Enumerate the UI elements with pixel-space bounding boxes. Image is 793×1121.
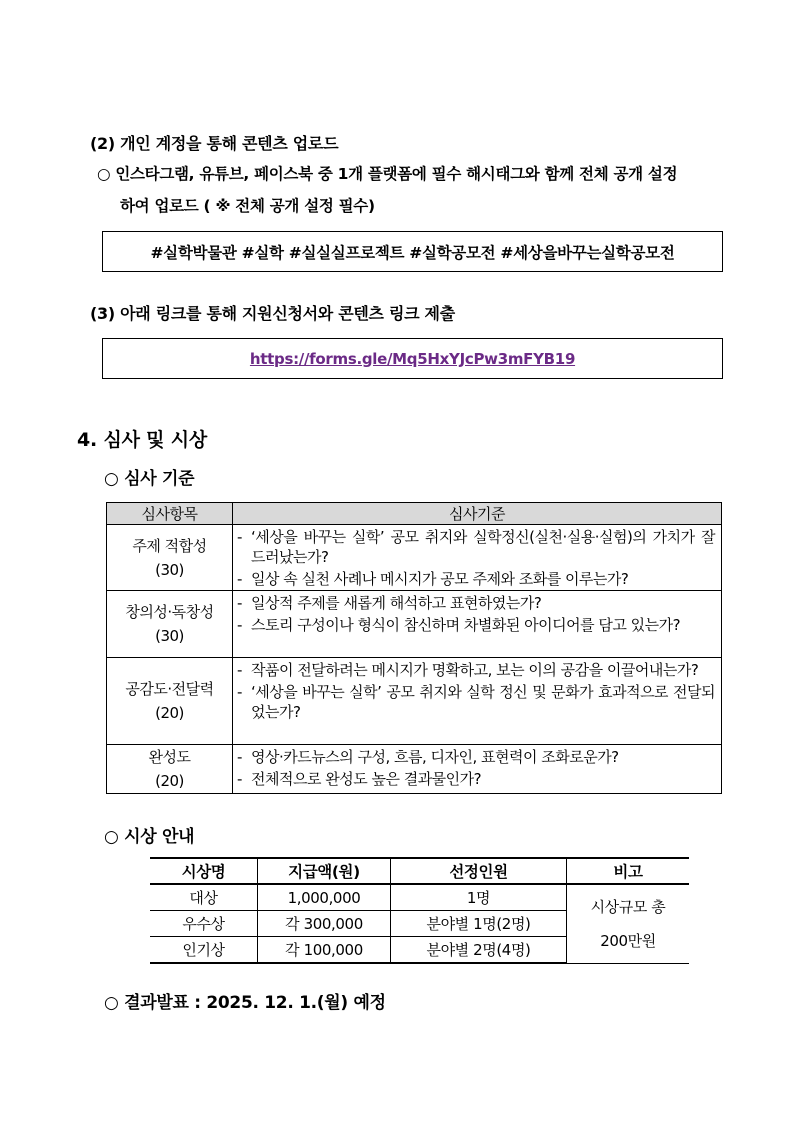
criteria-bullet: - ‘세상을 바꾸는 실학’ 공모 취지와 실학 정신 및 문화가 효과적으로 전달되었는가?: [237, 683, 715, 721]
criteria-text: [233, 591, 722, 658]
prize-amount: 1,000,000: [258, 884, 391, 911]
criteria-bullet: - 영상·카드뉴스의 구성, 흐름, 디자인, 표현력이 조화로운가?: [237, 748, 619, 766]
prize-amount: 각 100,000: [258, 937, 391, 964]
criteria-item-score: (30): [155, 560, 184, 579]
criteria-header-row: [107, 503, 722, 525]
upload-instruction-line1: ○ 인스타그램, 유튜브, 페이스북 중 1개 플랫폼에 필수 해시태그와 함께 전체 공개 설정: [97, 165, 678, 183]
prize-row: [150, 884, 689, 911]
criteria-item-score: (20): [155, 704, 184, 722]
criteria-item-name: 완성도: [148, 748, 191, 766]
criteria-item: [107, 745, 233, 794]
upload-heading: (2) 개인 계정을 통해 콘텐츠 업로드: [90, 134, 339, 153]
criteria-bullet: - 스토리 구성이나 형식이 참신하며 차별화된 아이디어를 담고 있는가?: [237, 616, 681, 634]
criteria-text: [233, 525, 722, 591]
criteria-header-standard: 심사기준: [233, 503, 722, 525]
prize-name: 인기상: [150, 937, 258, 964]
criteria-item-name: 주제 적합성: [132, 536, 207, 555]
criteria-bullet: - 전체적으로 완성도 높은 결과물인가?: [237, 770, 482, 788]
prize-count: 1명: [391, 884, 567, 911]
section-title: 4. 심사 및 시상: [77, 429, 208, 451]
criteria-row: [107, 658, 722, 745]
prize-note: [567, 884, 690, 963]
criteria-item: [107, 658, 233, 745]
prize-amount: 각 300,000: [258, 911, 391, 937]
criteria-item-name: 공감도·전달력: [125, 680, 214, 698]
prize-note-line1: 시상규모 총: [590, 897, 666, 916]
criteria-row: [107, 745, 722, 794]
prize-header-note: 비고: [567, 858, 690, 884]
prize-name: 우수상: [150, 911, 258, 937]
link-box: [102, 338, 723, 379]
criteria-text: [233, 658, 722, 745]
criteria-text: [233, 745, 722, 794]
prize-header-name: 시상명: [150, 858, 258, 884]
criteria-title: ○ 심사 기준: [104, 469, 195, 489]
criteria-table: [106, 502, 722, 794]
criteria-bullet: - ‘세상을 바꾸는 실학’ 공모 취지와 실학정신(실천·실용·실험)의 가치가 잘 드러났는가?: [237, 528, 715, 566]
prize-header-amount: 지급액(원): [258, 858, 391, 884]
prize-header-row: [150, 858, 689, 884]
upload-instruction-line2: 하여 업로드 ( ※ 전체 공개 설정 필수): [120, 197, 375, 215]
criteria-bullet: - 작품이 전달하려는 메시지가 명확하고, 보는 이의 공감을 이끌어내는가?: [237, 661, 699, 679]
form-link[interactable]: https://forms.gle/Mq5HxYJcPw3mFYB19: [249, 349, 576, 368]
hashtag-box: [102, 231, 723, 272]
criteria-bullet: - 일상 속 실천 사례나 메시지가 공모 주제와 조화를 이루는가?: [237, 570, 629, 588]
prize-note-line2: 200만원: [600, 931, 656, 950]
criteria-item-score: (30): [155, 627, 184, 645]
prize-header-count: 선정인원: [391, 858, 567, 884]
prize-name: 대상: [150, 884, 258, 911]
prize-count: 분야별 2명(4명): [391, 937, 567, 964]
prize-count: 분야별 1명(2명): [391, 911, 567, 937]
criteria-row: [107, 591, 722, 658]
criteria-item: [107, 591, 233, 658]
prize-title: ○ 시상 안내: [104, 827, 195, 847]
submit-heading: (3) 아래 링크를 통해 지원신청서와 콘텐츠 링크 제출: [90, 304, 455, 323]
prize-table: [150, 857, 689, 964]
result-announcement: ○ 결과발표 : 2025. 12. 1.(월) 예정: [104, 993, 386, 1013]
criteria-item-name: 창의성·독창성: [125, 603, 214, 621]
criteria-item: [107, 525, 233, 591]
criteria-header-item: 심사항목: [107, 503, 233, 525]
criteria-item-score: (20): [155, 772, 184, 790]
hashtag-text: #실학박물관 #실학 #실실실프로젝트 #실학공모전 #세상을바꾸는실학공모전: [150, 243, 675, 262]
criteria-bullet: - 일상적 주제를 새롭게 해석하고 표현하였는가?: [237, 594, 542, 612]
criteria-row: [107, 525, 722, 591]
